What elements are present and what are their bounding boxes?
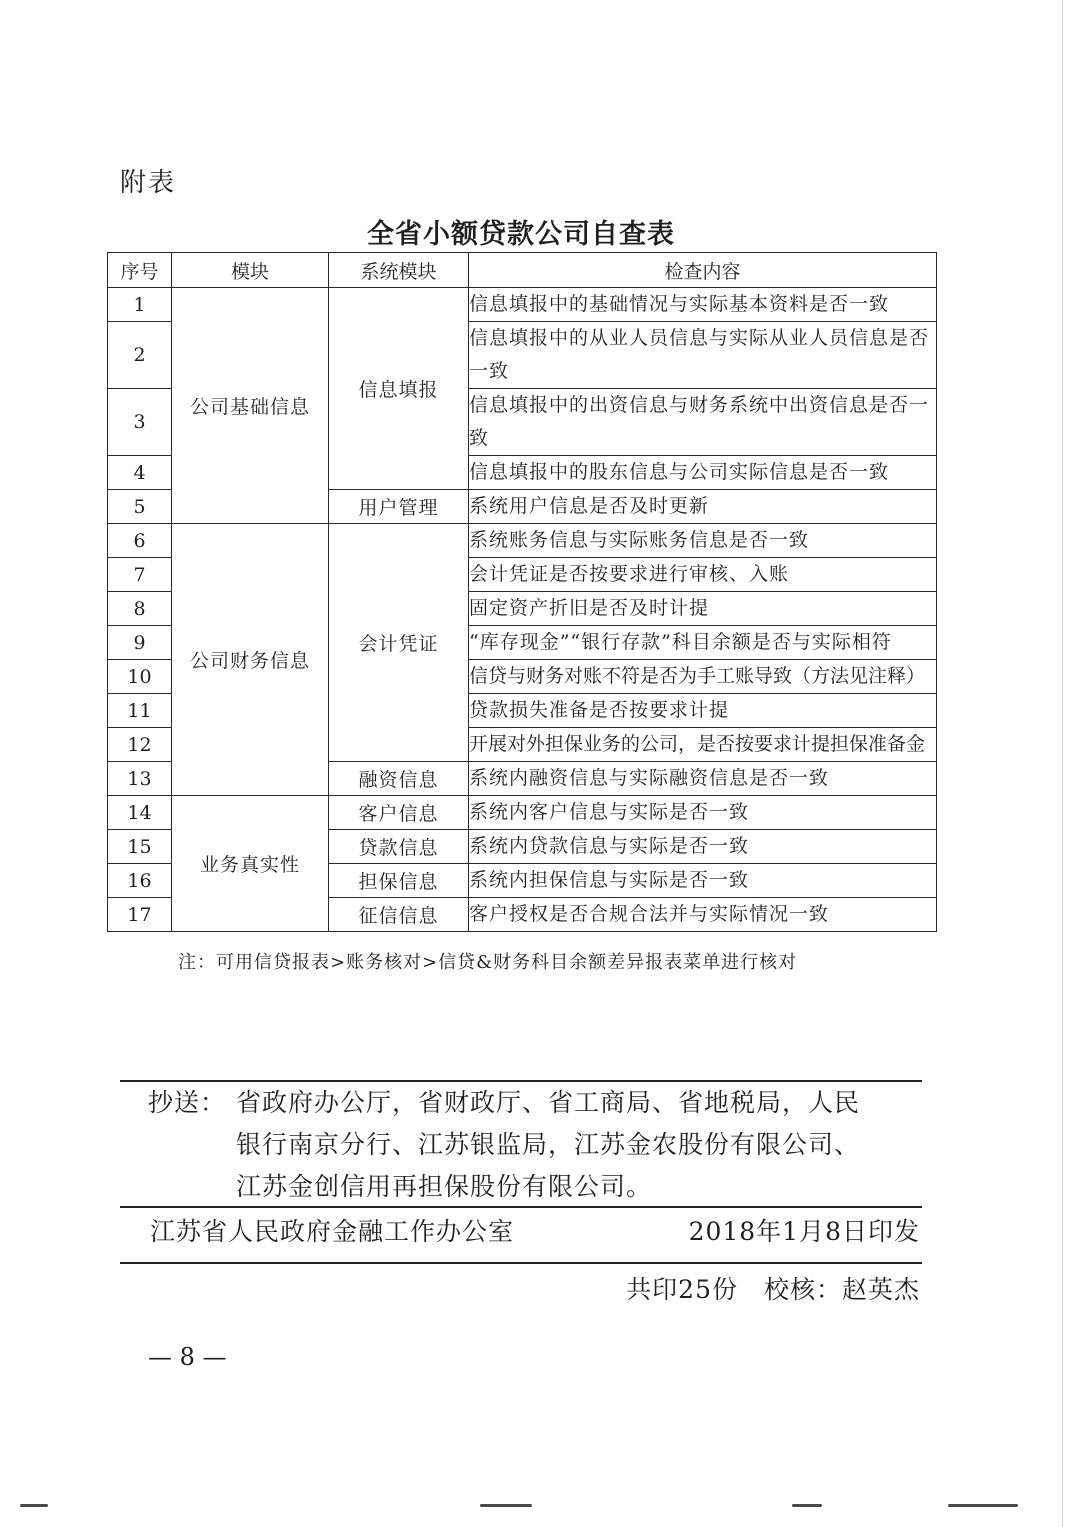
system-module-cell: 征信信息 [329,898,469,932]
row-seq: 6 [108,524,172,558]
print-info [626,1270,920,1306]
self-check-table [107,252,937,932]
check-content: 贷款损失准备是否按要求计提 [469,694,937,728]
check-content: 信息填报中的从业人员信息与实际从业人员信息是否一致 [469,322,937,389]
row-seq: 10 [108,660,172,694]
system-module-cell: 信息填报 [329,288,469,490]
system-module-cell: 担保信息 [329,864,469,898]
issuer: 江苏省人民政府金融工作办公室 [150,1217,515,1246]
cc-line: 江苏金创信用再担保股份有限公司。 [236,1172,653,1201]
proofreader: 校核：赵英杰 [763,1275,920,1304]
module-cell: 业务真实性 [172,796,329,932]
check-content: 系统内担保信息与实际是否一致 [469,864,937,898]
header-check-content: 检查内容 [469,253,937,288]
check-content: 信息填报中的基础情况与实际基本资料是否一致 [469,288,937,322]
row-seq: 15 [108,830,172,864]
check-content: 客户授权是否合规合法并与实际情况一致 [469,898,937,932]
check-content: 信息填报中的股东信息与公司实际信息是否一致 [469,456,937,490]
check-content: 系统账务信息与实际账务信息是否一致 [469,524,937,558]
check-content: 开展对外担保业务的公司，是否按要求计提担保准备金 [469,728,937,762]
module-cell: 公司财务信息 [172,524,329,796]
row-seq: 11 [108,694,172,728]
cc-recipients [236,1082,936,1208]
row-seq: 9 [108,626,172,660]
row-seq: 16 [108,864,172,898]
row-seq: 1 [108,288,172,322]
check-content: 会计凭证是否按要求进行审核、入账 [469,558,937,592]
check-content: 信息填报中的出资信息与财务系统中出资信息是否一致 [469,389,937,456]
page-number: — 8 — [148,1343,227,1371]
header-system-module: 系统模块 [329,253,469,288]
scan-smudge [948,1504,1018,1507]
system-module-cell: 用户管理 [329,490,469,524]
row-seq: 12 [108,728,172,762]
check-content: 信贷与财务对账不符是否为手工账导致（方法见注释） [469,660,937,694]
divider-line [120,1262,922,1264]
row-seq: 2 [108,322,172,389]
scan-smudge [480,1504,532,1507]
system-module-cell: 融资信息 [329,762,469,796]
print-count: 共印25份 [626,1275,738,1304]
divider-line [120,1206,922,1208]
table-row [108,524,937,558]
header-module: 模块 [172,253,329,288]
system-module-cell: 会计凭证 [329,524,469,762]
row-seq: 7 [108,558,172,592]
row-seq: 8 [108,592,172,626]
check-content: 系统内融资信息与实际融资信息是否一致 [469,762,937,796]
cc-line: 银行南京分行、江苏银监局，江苏金农股份有限公司、 [236,1130,861,1159]
table-note: 注：可用信贷报表>账务核对>信贷&财务科目余额差异报表菜单进行核对 [178,952,798,973]
cc-line: 省政府办公厅，省财政厅、省工商局、省地税局，人民 [236,1088,861,1117]
system-module-cell: 贷款信息 [329,830,469,864]
table-header-row [108,253,937,288]
check-content: 系统内贷款信息与实际是否一致 [469,830,937,864]
row-seq: 14 [108,796,172,830]
scan-edge-line [1062,0,1063,1527]
table-row [108,796,937,830]
scan-smudge [20,1504,48,1507]
table-row [108,288,937,322]
row-seq: 5 [108,490,172,524]
issue-date: 2018年1月8日印发 [688,1217,920,1246]
check-content: 固定资产折旧是否及时计提 [469,592,937,626]
system-module-cell: 客户信息 [329,796,469,830]
row-seq: 3 [108,389,172,456]
row-seq: 17 [108,898,172,932]
check-content: 系统内客户信息与实际是否一致 [469,796,937,830]
cc-label: 抄送： [148,1088,227,1117]
row-seq: 13 [108,762,172,796]
check-content: “库存现金”“银行存款”科目余额是否与实际相符 [469,626,937,660]
scan-smudge [792,1504,822,1507]
table-title: 全省小额贷款公司自查表 [367,219,675,250]
attachment-label: 附表 [120,168,177,198]
check-content: 系统用户信息是否及时更新 [469,490,937,524]
row-seq: 4 [108,456,172,490]
header-seq: 序号 [108,253,172,288]
module-cell: 公司基础信息 [172,288,329,524]
